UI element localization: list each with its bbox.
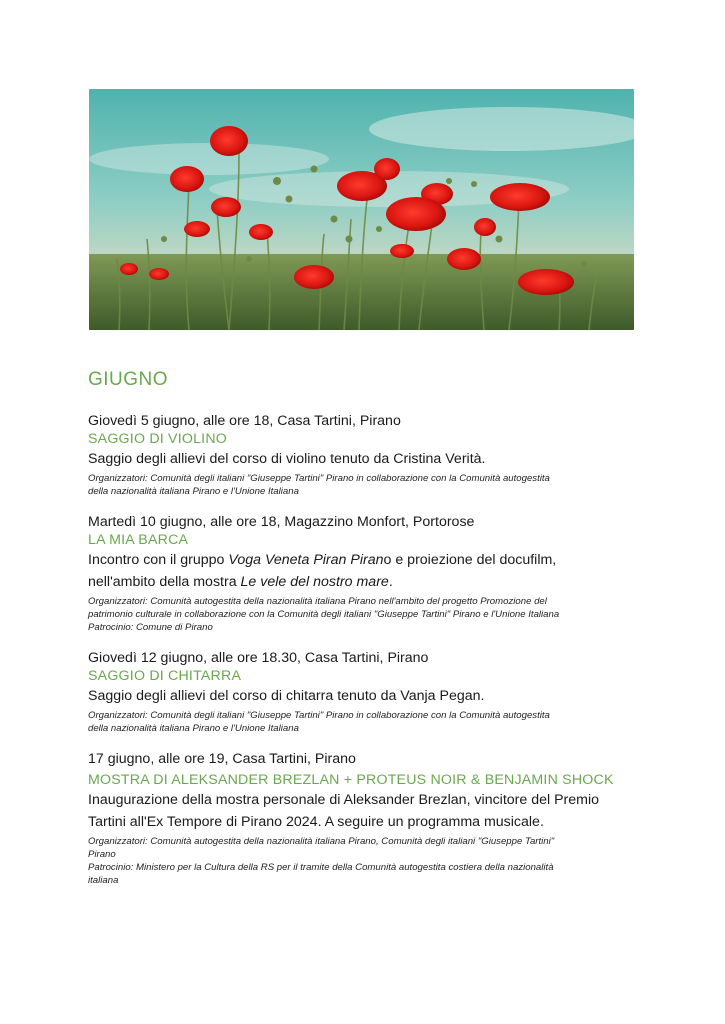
organizers-line: Organizzatori: Comunità autogestita della nazionalità italiana Pirano, Comunità degli italiani "Giuseppe Tartini": [88, 836, 555, 847]
desc-text: Incontro con il gruppo: [88, 552, 229, 568]
poppies-hero-image: [89, 89, 634, 330]
organizers-line: Organizzatori: Comunità degli italiani "Giuseppe Tartini" Pirano in collaborazione con la Comunità autogestita: [88, 710, 550, 721]
desc-text: nell'ambito della mostra: [88, 574, 241, 590]
poppies-illustration: [89, 89, 634, 330]
organizers-line: patrimonio culturale in collaborazione con la Comunità degli italiani "Giuseppe Tartini" Pirano e l'Unione Italiana: [88, 609, 560, 620]
event-organizers: [88, 835, 648, 887]
event-organizers: [88, 472, 648, 498]
event-description: [88, 789, 648, 833]
event-date-location: Giovedì 5 giugno, alle ore 18, Casa Tartini, Pirano: [88, 413, 401, 429]
desc-exhibition-name: Le vele del nostro mare: [240, 574, 389, 590]
organizers-line: della nazionalità italiana Pirano e l'Unione Italiana: [88, 486, 299, 497]
desc-line: Inaugurazione della mostra personale di Aleksander Brezlan, vincitore del Premio: [88, 792, 600, 808]
month-heading: GIUGNO: [88, 369, 169, 390]
event-title: LA MIA BARCA: [88, 532, 189, 548]
event-title: SAGGIO DI CHITARRA: [88, 668, 242, 684]
event-description: [88, 549, 648, 593]
event-description: Saggio degli allievi del corso di violino tenuto da Cristina Verità.: [88, 451, 486, 467]
desc-line: Tartini all'Ex Tempore di Pirano 2024. A seguire un programma musicale.: [88, 814, 544, 830]
desc-text: .: [388, 574, 393, 590]
organizers-line: Organizzatori: Comunità autogestita della nazionalità italiana Pirano nell'ambito del progetto Promozione del: [88, 596, 547, 607]
organizers-line: della nazionalità italiana Pirano e l'Unione Italiana: [88, 723, 299, 734]
event-description: Saggio degli allievi del corso di chitarra tenuto da Vanja Pegan.: [88, 688, 485, 704]
organizers-line: Pirano: [88, 849, 116, 860]
patronage-line: Patrocinio: Comune di Pirano: [88, 622, 213, 633]
event-organizers: [88, 595, 648, 634]
patronage-line: italiana: [88, 875, 119, 886]
event-organizers: [88, 709, 648, 735]
event-title: MOSTRA DI ALEKSANDER BREZLAN + PROTEUS NOIR & BENJAMIN SHOCK: [88, 772, 614, 788]
event-item: [88, 750, 648, 887]
desc-text: o e proiezione del docufilm,: [383, 552, 557, 568]
event-item: [88, 412, 648, 498]
patronage-line: Patrocinio: Ministero per la Cultura della RS per il tramite della Comunità autogestita costiera della nazionalità: [88, 862, 554, 873]
event-item: [88, 649, 648, 735]
organizers-line: Organizzatori: Comunità degli italiani "Giuseppe Tartini" Pirano in collaborazione con la Comunità autogestita: [88, 473, 550, 484]
event-title: SAGGIO DI VIOLINO: [88, 431, 227, 447]
desc-group-name: Voga Veneta Piran Piran: [228, 552, 384, 568]
events-list: [88, 412, 648, 902]
event-date-location: 17 giugno, alle ore 19, Casa Tartini, Pirano: [88, 751, 356, 767]
event-date-location: Giovedì 12 giugno, alle ore 18.30, Casa Tartini, Pirano: [88, 650, 429, 666]
event-date-location: Martedì 10 giugno, alle ore 18, Magazzino Monfort, Portorose: [88, 514, 475, 530]
event-item: [88, 513, 648, 634]
